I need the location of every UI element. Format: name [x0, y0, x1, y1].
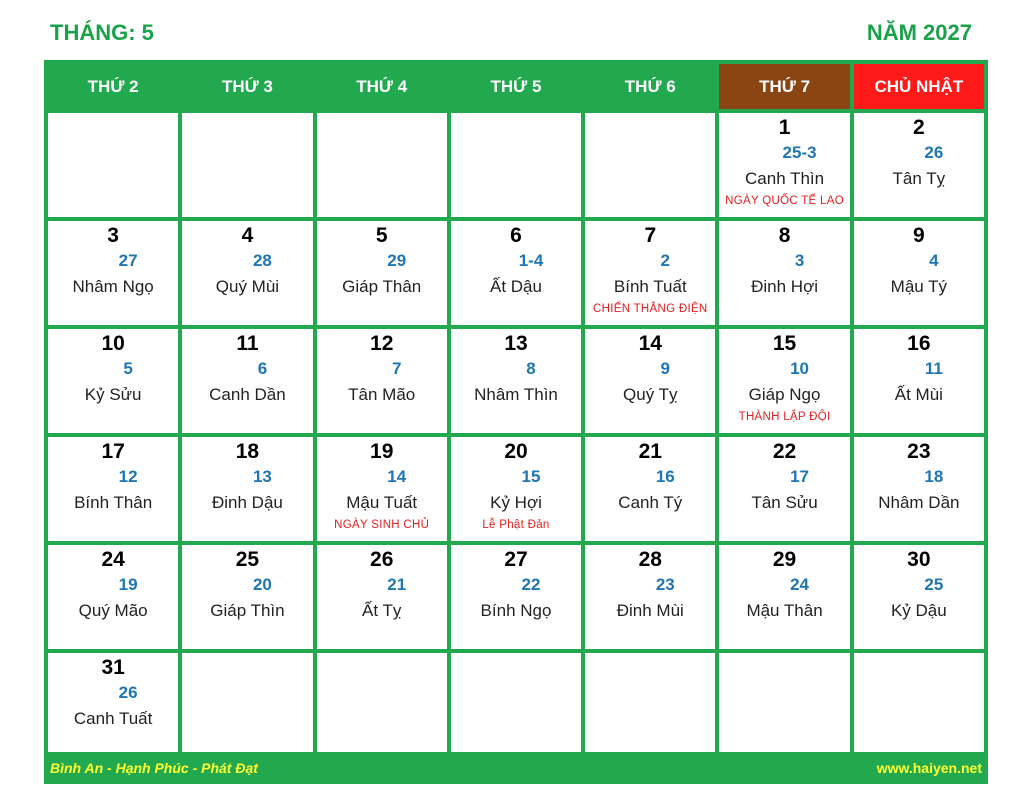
footer-slogan: Bình An - Hạnh Phúc - Phát Đạt: [50, 760, 258, 776]
lunar-date: 18: [924, 467, 944, 486]
lunar-date: 2: [660, 251, 671, 270]
day-number: 13: [504, 332, 528, 355]
day-number: 20: [504, 440, 528, 463]
weekday-header-fri: THỨ 6: [585, 64, 715, 109]
lunar-date: 14: [387, 467, 407, 486]
footer-bar: [44, 752, 988, 784]
day-number: 3: [107, 224, 119, 247]
day-cell: [317, 329, 447, 433]
event-label: CHIẾN THẮNG ĐIỆN: [593, 303, 708, 315]
empty-day-cell: [719, 653, 849, 757]
canchi-name: Giáp Thìn: [210, 601, 285, 620]
day-cell: [317, 221, 447, 325]
lunar-date: 29: [387, 251, 407, 270]
lunar-date: 8: [526, 359, 536, 378]
lunar-date: 23: [655, 575, 675, 594]
day-number: 14: [638, 332, 662, 355]
canchi-name: Đinh Mùi: [616, 601, 684, 620]
canchi-name: Canh Tuất: [73, 709, 153, 728]
day-cell: [48, 545, 178, 649]
empty-day-cell: [585, 113, 715, 217]
day-number: 1: [778, 116, 791, 139]
lunar-date: 10: [790, 359, 810, 378]
day-number: 24: [101, 548, 125, 571]
canchi-name: Quý Mão: [78, 601, 148, 620]
day-cell: [854, 113, 984, 217]
day-cell: [585, 545, 715, 649]
lunar-date: 20: [252, 575, 272, 594]
canchi-name: Nhâm Dần: [878, 493, 960, 512]
empty-day-cell: [585, 653, 715, 757]
day-number: 11: [236, 332, 259, 355]
canchi-name: Mậu Tuất: [346, 493, 418, 512]
empty-day-cell: [317, 653, 447, 757]
weekday-header-sun: CHỦ NHẬT: [854, 64, 984, 109]
day-number: 29: [772, 548, 797, 571]
canchi-name: Bính Ngọ: [480, 601, 552, 620]
day-cell: [48, 653, 178, 757]
event-label: Lễ Phật Đản: [482, 519, 550, 531]
lunar-date: 28: [252, 251, 272, 270]
canchi-name: Tân Tỵ: [892, 169, 946, 188]
footer-website: www.haiyen.net: [876, 760, 982, 776]
day-cell: [719, 545, 849, 649]
day-number: 26: [370, 548, 394, 571]
lunar-date: 7: [391, 359, 402, 378]
day-number: 21: [638, 440, 662, 463]
canchi-name: Canh Tý: [618, 493, 683, 512]
canchi-name: Giáp Ngọ: [748, 385, 821, 404]
canchi-name: Canh Dần: [209, 385, 286, 404]
day-cell: [854, 329, 984, 433]
event-label: THÀNH LẬP ĐỘI: [738, 411, 831, 423]
day-cell: [451, 437, 581, 541]
canchi-name: Canh Thìn: [745, 169, 825, 188]
empty-day-cell: [182, 653, 312, 757]
empty-day-cell: [182, 113, 312, 217]
canchi-name: Đinh Hợi: [751, 277, 818, 296]
empty-day-cell: [451, 653, 581, 757]
day-number: 28: [638, 548, 662, 571]
lunar-date: 24: [790, 575, 810, 594]
day-cell: [48, 329, 178, 433]
event-label: NGÀY SINH CHỦ: [334, 519, 430, 531]
lunar-date: 25: [924, 575, 944, 594]
day-number: 17: [101, 440, 125, 463]
day-cell: [182, 545, 312, 649]
canchi-name: Kỷ Sửu: [84, 385, 142, 404]
canchi-name: Quý Tỵ: [623, 385, 678, 404]
day-number: 7: [644, 224, 657, 247]
empty-day-cell: [48, 113, 178, 217]
day-number: 8: [778, 224, 791, 247]
day-cell: [182, 437, 312, 541]
canchi-name: Ất Mùi: [894, 385, 943, 404]
day-cell: [48, 437, 178, 541]
weekday-header-thu: THỨ 5: [451, 64, 581, 109]
lunar-date: 11: [924, 359, 943, 378]
day-number: 4: [241, 224, 254, 247]
weekday-header-tue: THỨ 3: [182, 64, 312, 109]
year-title: NĂM 2027: [866, 20, 972, 45]
canchi-name: Tân Mão: [348, 385, 416, 404]
canchi-name: Tân Sửu: [751, 493, 818, 512]
calendar-grid: [44, 60, 988, 761]
day-number: 25: [235, 548, 260, 571]
lunar-date: 1-4: [518, 251, 544, 270]
day-number: 9: [913, 224, 925, 247]
lunar-date: 21: [387, 575, 407, 594]
day-cell: [719, 437, 849, 541]
lunar-date: 9: [660, 359, 671, 378]
canchi-name: Giáp Thân: [342, 277, 422, 296]
canchi-name: Mậu Tý: [890, 277, 948, 296]
canchi-name: Bính Tuất: [613, 277, 687, 296]
day-number: 23: [907, 440, 931, 463]
day-number: 18: [235, 440, 260, 463]
day-number: 12: [370, 332, 394, 355]
day-cell: [182, 221, 312, 325]
weekday-header-sat: THỨ 7: [719, 64, 849, 109]
lunar-date: 3: [794, 251, 805, 270]
day-cell: [854, 221, 984, 325]
empty-day-cell: [317, 113, 447, 217]
canchi-name: Mậu Thân: [746, 601, 823, 620]
lunar-date: 27: [118, 251, 138, 270]
day-number: 27: [504, 548, 528, 571]
day-number: 22: [772, 440, 797, 463]
lunar-date: 15: [521, 467, 541, 486]
canchi-name: Kỷ Hợi: [490, 493, 542, 512]
day-cell: [451, 329, 581, 433]
canchi-name: Quý Mùi: [215, 277, 280, 296]
weekday-header-mon: THỨ 2: [48, 64, 178, 109]
canchi-name: Nhâm Thìn: [474, 385, 558, 404]
day-cell: [585, 221, 715, 325]
lunar-date: 6: [257, 359, 268, 378]
day-cell: [854, 437, 984, 541]
empty-day-cell: [451, 113, 581, 217]
lunar-date: 26: [118, 683, 138, 702]
canchi-name: Nhâm Ngọ: [72, 277, 154, 296]
canchi-name: Ất Dậu: [490, 277, 542, 296]
lunar-date: 19: [118, 575, 138, 594]
day-cell: [854, 545, 984, 649]
lunar-date: 25-3: [782, 143, 817, 162]
day-cell: [451, 545, 581, 649]
event-label: NGÀY QUỐC TẾ LAO: [725, 195, 844, 207]
day-cell: [451, 221, 581, 325]
day-cell: [719, 221, 849, 325]
empty-day-cell: [854, 653, 984, 757]
day-cell: [317, 437, 447, 541]
canchi-name: Ất Tỵ: [362, 601, 402, 620]
lunar-date: 12: [118, 467, 138, 486]
canchi-name: Bính Thân: [74, 493, 153, 512]
canchi-name: Đinh Dậu: [211, 493, 283, 512]
lunar-date: 22: [521, 575, 541, 594]
day-number: 16: [907, 332, 931, 355]
day-cell: [585, 329, 715, 433]
day-number: 2: [913, 116, 925, 139]
day-number: 15: [772, 332, 797, 355]
day-cell: [585, 437, 715, 541]
day-number: 6: [510, 224, 522, 247]
weekday-header-wed: THỨ 4: [317, 64, 447, 109]
lunar-date: 4: [929, 251, 939, 270]
lunar-date: 16: [655, 467, 675, 486]
month-title: THÁNG: 5: [50, 20, 154, 45]
canchi-name: Kỷ Dậu: [890, 601, 947, 620]
lunar-date: 5: [123, 359, 133, 378]
day-cell: [48, 221, 178, 325]
day-cell: [719, 329, 849, 433]
day-number: 19: [370, 440, 394, 463]
lunar-date: 13: [252, 467, 272, 486]
day-cell: [182, 329, 312, 433]
lunar-date: 17: [790, 467, 810, 486]
day-number: 30: [907, 548, 931, 571]
day-number: 5: [375, 224, 388, 247]
day-cell: [317, 545, 447, 649]
day-number: 10: [101, 332, 125, 355]
day-cell: [719, 113, 849, 217]
lunar-date: 26: [924, 143, 944, 162]
day-number: 31: [101, 656, 125, 679]
